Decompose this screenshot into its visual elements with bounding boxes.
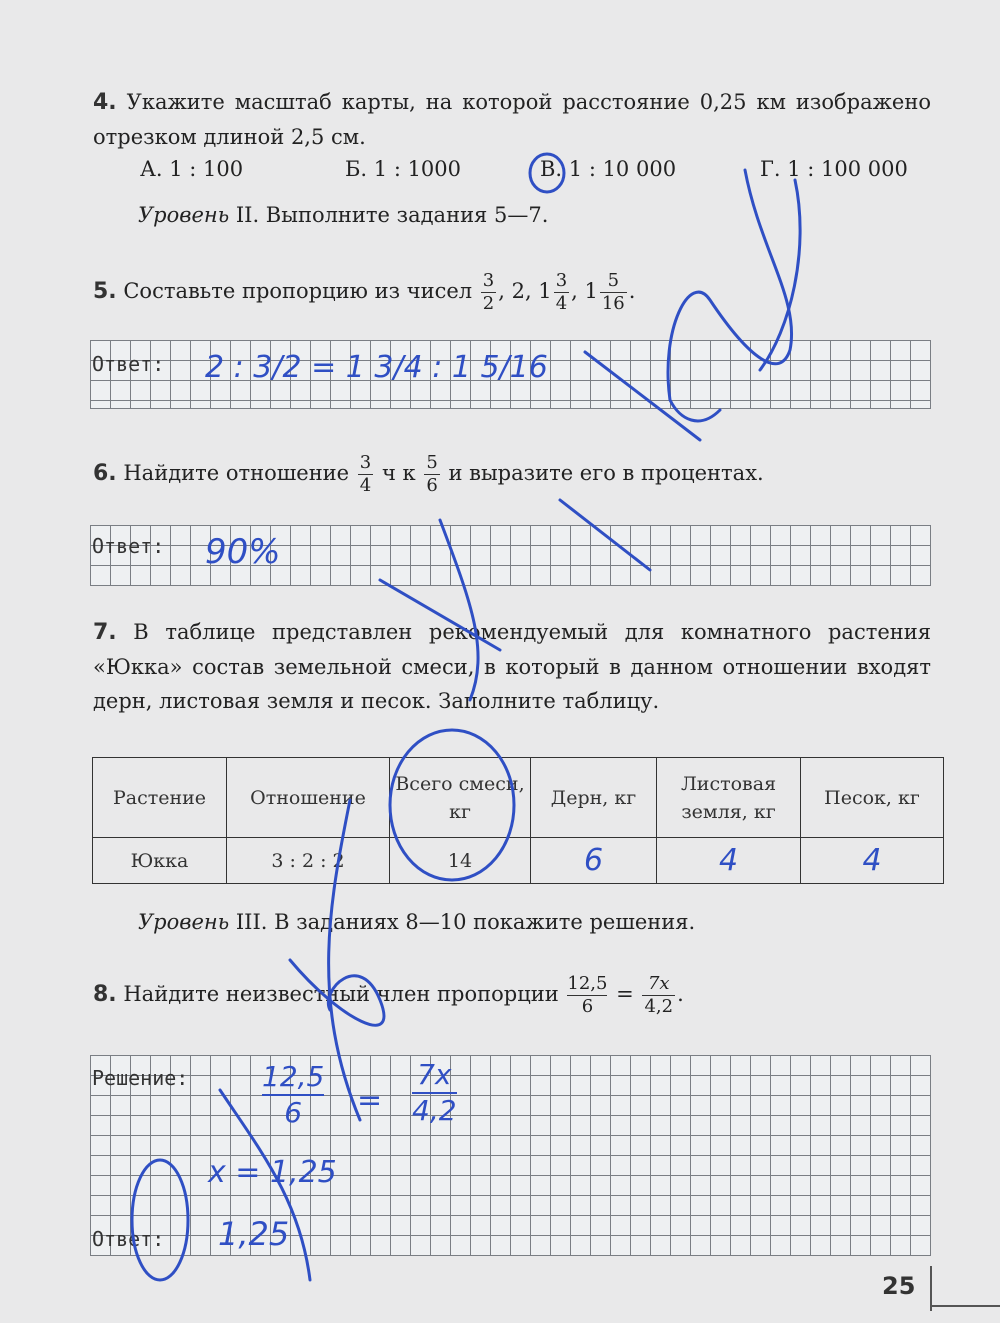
handwritten-value: 4 (718, 843, 739, 878)
pen-circle (132, 1160, 188, 1280)
header-cell: Отношение (227, 758, 390, 838)
question-number: 5. (93, 279, 117, 304)
page-number: 25 (882, 1272, 916, 1300)
option-b: Б. 1 : 1000 (345, 157, 462, 181)
handwritten-answer-6: 90% (205, 532, 281, 572)
denominator: 16 (601, 293, 625, 314)
period: . (677, 982, 684, 1006)
question-number: 7. (93, 620, 117, 645)
question-text: В таблице представлен рекомендуемый для комнатного растения «Юкка» состав земельной смеси, в который в данном отношении входят дерн, листовая земля и песок. Заполните таблицу. (93, 620, 931, 713)
table-cell: 3 : 2 : 2 (227, 838, 390, 884)
numerator: 12,5 (262, 1060, 325, 1093)
header-cell: Дерн, кг (531, 758, 657, 838)
handwritten-answer-8: 1,25 (218, 1215, 290, 1253)
answer-label: Ответ: (92, 1227, 165, 1251)
question-number: 6. (93, 461, 117, 486)
option-a: А. 1 : 100 (140, 157, 244, 181)
header-cell: Растение (93, 758, 227, 838)
pen-stroke (440, 520, 478, 700)
question-text: Найдите отношение (123, 461, 350, 485)
equals-sign: = (616, 982, 634, 1006)
question-text: ч к (381, 461, 416, 485)
numerator: 5 (426, 452, 438, 473)
numerator: 5 (607, 270, 620, 291)
level-word: Уровень (138, 203, 230, 227)
separator: , 1 (571, 279, 598, 303)
numerator: 3 (482, 270, 495, 291)
header-cell: Песок, кг (801, 758, 944, 838)
denominator: 6 (262, 1094, 324, 1130)
question-text: и выразите его в процентах. (448, 461, 764, 485)
pen-stroke (380, 580, 500, 650)
question-text: Найдите неизвестный член пропорции (123, 982, 559, 1006)
header-cell: Листовая земля, кг (657, 758, 801, 838)
handwritten-value: 4 (862, 843, 882, 878)
table-cell: Юкка (93, 838, 227, 884)
solution-label: Решение: (92, 1066, 189, 1090)
handwritten-value: 6 (583, 843, 604, 878)
pen-stroke (560, 500, 650, 570)
pen-stroke (290, 960, 384, 1025)
numerator: 7x (647, 973, 670, 994)
pen-stroke (585, 352, 700, 440)
denominator: 4,2 (412, 1094, 457, 1127)
separator: , 2, 1 (498, 279, 552, 303)
question-text: Укажите масштаб карты, на которой расстояние 0,25 км изображено отрезком длиной 2,5 см. (93, 90, 931, 149)
answer-circle-option-c (530, 154, 564, 192)
option-d: Г. 1 : 100 000 (760, 157, 908, 181)
question-text: Составьте пропорцию из чисел (123, 279, 473, 303)
numerator: 3 (359, 452, 372, 473)
page-corner-line (930, 1305, 1000, 1307)
numerator: 3 (555, 270, 568, 291)
answer-label: Ответ: (92, 534, 165, 558)
denominator: 4 (359, 475, 372, 496)
denominator: 4,2 (644, 996, 674, 1017)
numerator: 12,5 (567, 973, 608, 994)
numerator: 7x (417, 1058, 452, 1091)
question-number: 4. (93, 90, 117, 115)
level-text: III. В заданиях 8—10 покажите решения. (229, 910, 696, 934)
pen-stroke (329, 800, 360, 1120)
table-cell: 14 (390, 838, 531, 884)
question-number: 8. (93, 982, 117, 1007)
answer-label: Ответ: (92, 352, 165, 376)
pen-stroke (760, 180, 800, 370)
pen-stroke (668, 170, 792, 421)
handwritten-equals: = (357, 1083, 383, 1118)
handwritten-x-value: x = 1,25 (208, 1155, 337, 1190)
denominator: 2 (482, 293, 495, 314)
handwritten-answer-5: 2 : 3/2 = 1 3/4 : 1 5/16 (205, 350, 548, 385)
pen-stroke (220, 1090, 310, 1280)
option-c: В. 1 : 10 000 (540, 157, 677, 181)
level-text: II. Выполните задания 5—7. (229, 203, 549, 227)
header-cell: Всего смеси, кг (390, 758, 531, 838)
pen-circle (390, 730, 514, 880)
denominator: 4 (555, 293, 568, 314)
denominator: 6 (426, 475, 438, 496)
period: . (628, 279, 636, 303)
level-word: Уровень (138, 910, 230, 934)
denominator: 6 (567, 995, 607, 1018)
